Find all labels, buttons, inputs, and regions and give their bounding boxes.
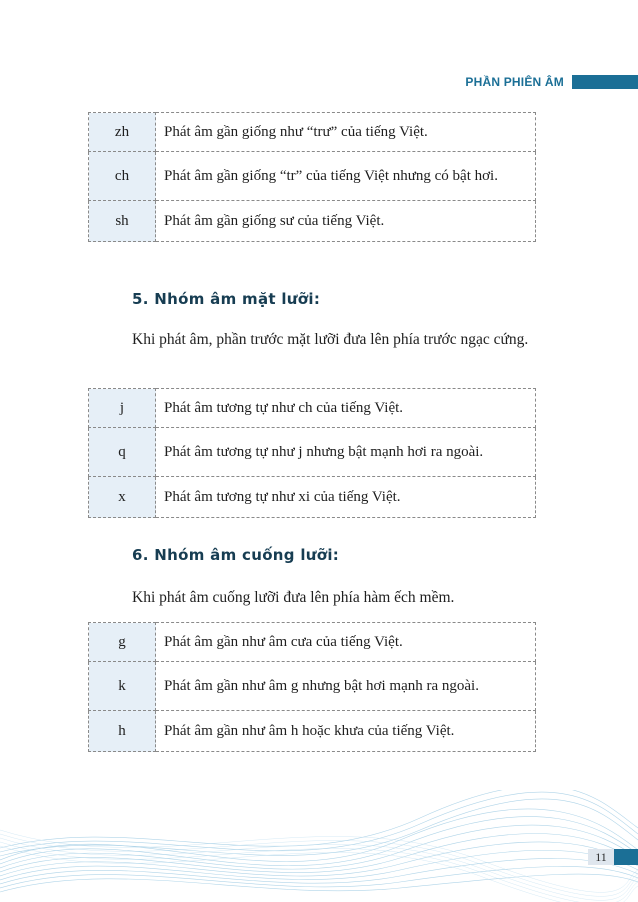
phoneme-symbol: j	[89, 389, 156, 428]
phoneme-description: Phát âm tương tự như ch của tiếng Việt.	[156, 389, 536, 428]
table-row	[89, 428, 536, 477]
phonetic-table-1	[88, 112, 536, 242]
phoneme-symbol: q	[89, 428, 156, 477]
section-title: PHẦN PHIÊN ÂM	[465, 75, 564, 89]
section-5-heading: 5. Nhóm âm mặt lưỡi:	[132, 290, 321, 308]
section-6-heading: 6. Nhóm âm cuống lưỡi:	[132, 546, 340, 564]
table-row	[89, 201, 536, 242]
phonetic-table-3	[88, 622, 536, 752]
phoneme-description: Phát âm gần giống như “trư” của tiếng Việt.	[156, 113, 536, 152]
table-row	[89, 662, 536, 711]
phoneme-description: Phát âm gần như âm g nhưng bật hơi mạnh ra ngoài.	[156, 662, 536, 711]
phoneme-description: Phát âm tương tự như xi của tiếng Việt.	[156, 477, 536, 518]
table-row	[89, 152, 536, 201]
table-row	[89, 113, 536, 152]
phoneme-description: Phát âm gần như âm cưa của tiếng Việt.	[156, 623, 536, 662]
phoneme-description: Phát âm tương tự như j nhưng bật mạnh hơi ra ngoài.	[156, 428, 536, 477]
phoneme-description: Phát âm gần giống sư của tiếng Việt.	[156, 201, 536, 242]
phoneme-symbol: h	[89, 711, 156, 752]
phoneme-symbol: sh	[89, 201, 156, 242]
phoneme-description: Phát âm gần như âm h hoặc khưa của tiếng Việt.	[156, 711, 536, 752]
section-6-text: Khi phát âm cuống lưỡi đưa lên phía hàm ếch mềm.	[132, 589, 455, 606]
phonetic-table-2	[88, 388, 536, 518]
decorative-waves	[0, 790, 638, 902]
phoneme-symbol: g	[89, 623, 156, 662]
table-row	[89, 389, 536, 428]
table-row	[89, 477, 536, 518]
section-5-text: Khi phát âm, phần trước mặt lưỡi đưa lên phía trước ngạc cứng.	[132, 331, 529, 348]
table-row	[89, 623, 536, 662]
page-number: 11	[588, 849, 614, 865]
phoneme-symbol: ch	[89, 152, 156, 201]
phoneme-symbol: k	[89, 662, 156, 711]
header-accent-bar	[572, 75, 638, 89]
phoneme-description: Phát âm gần giống “tr” của tiếng Việt nhưng có bật hơi.	[156, 152, 536, 201]
phoneme-symbol: x	[89, 477, 156, 518]
phoneme-symbol: zh	[89, 113, 156, 152]
page-header	[465, 74, 638, 90]
page-number-accent-bar	[614, 849, 638, 865]
table-row	[89, 711, 536, 752]
